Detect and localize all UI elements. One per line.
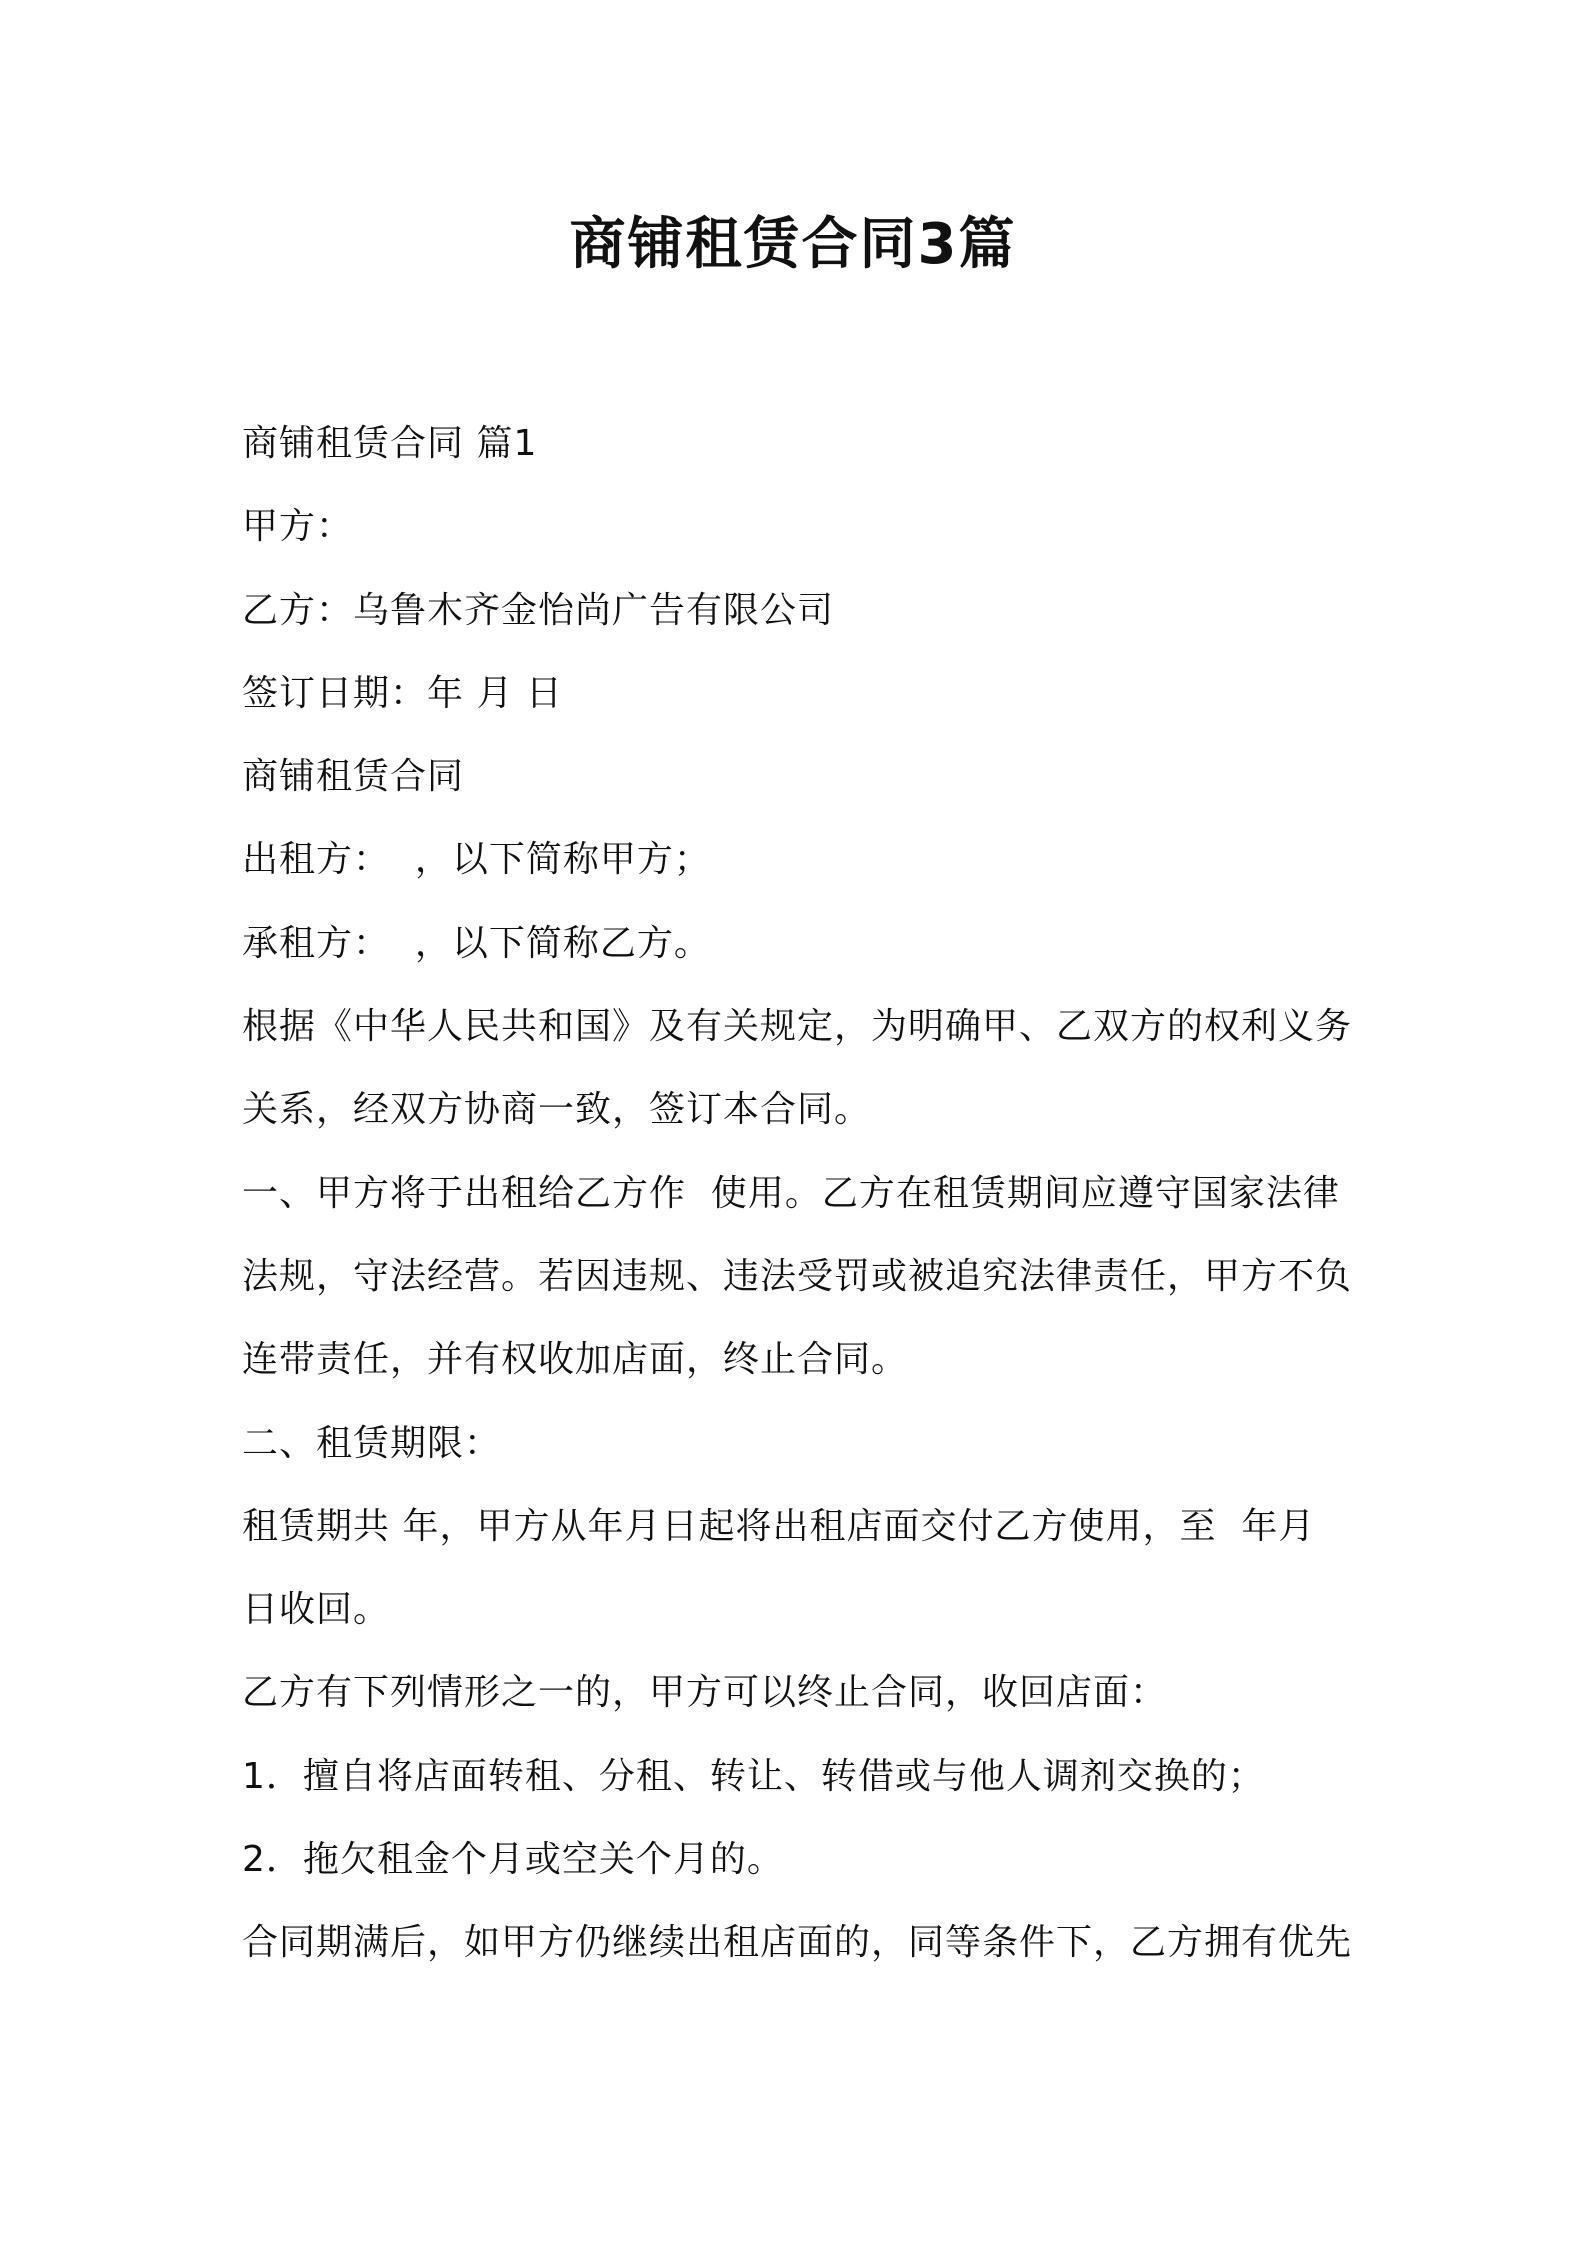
paragraph-line: 一、甲方将于出租给乙方作 使用。乙方在租赁期间应遵守国家法律 [242, 1172, 1340, 1214]
section-heading: 商铺租赁合同 篇1 [242, 423, 538, 464]
paragraph-line: 合同期满后，如甲方仍继续出租店面的，同等条件下，乙方拥有优先 [242, 1922, 1353, 1964]
contract-subtitle: 商铺租赁合同 [242, 756, 465, 798]
paragraph-line: 根据《中华人民共和国》及有关规定，为明确甲、乙双方的权利义务 [242, 1006, 1353, 1048]
document-title: 商铺租赁合同3篇 [569, 212, 1017, 277]
lessor-line: 出租方： ，以下简称甲方； [242, 839, 711, 881]
paragraph-line: 租赁期共 年，甲方从年月日起将出租店面交付乙方使用，至 年月 [242, 1505, 1316, 1547]
list-item: 1．擅自将店面转租、分租、转让、转借或与他人调剂交换的； [242, 1755, 1265, 1797]
paragraph-line: 日收回。 [242, 1589, 391, 1631]
paragraph-line: 连带责任，并有权收加店面，终止合同。 [242, 1339, 909, 1381]
document-body [242, 402, 1352, 1985]
clause-heading: 二、租赁期限： [242, 1422, 502, 1464]
lessee-line: 承租方： ，以下简称乙方。 [242, 922, 711, 964]
party-b-line: 乙方：乌鲁木齐金怡尚广告有限公司 [242, 589, 835, 631]
paragraph-line: 关系，经双方协商一致，签订本合同。 [242, 1089, 872, 1131]
signing-date-line: 签订日期：年 月 日 [242, 672, 563, 714]
list-item: 2．拖欠租金个月或空关个月的。 [242, 1839, 784, 1881]
paragraph-line: 法规，守法经营。若因违规、违法受罚或被追究法律责任，甲方不负 [242, 1255, 1353, 1297]
party-a-line: 甲方： [242, 506, 354, 548]
paragraph-line: 乙方有下列情形之一的，甲方可以终止合同，收回店面： [242, 1672, 1168, 1714]
